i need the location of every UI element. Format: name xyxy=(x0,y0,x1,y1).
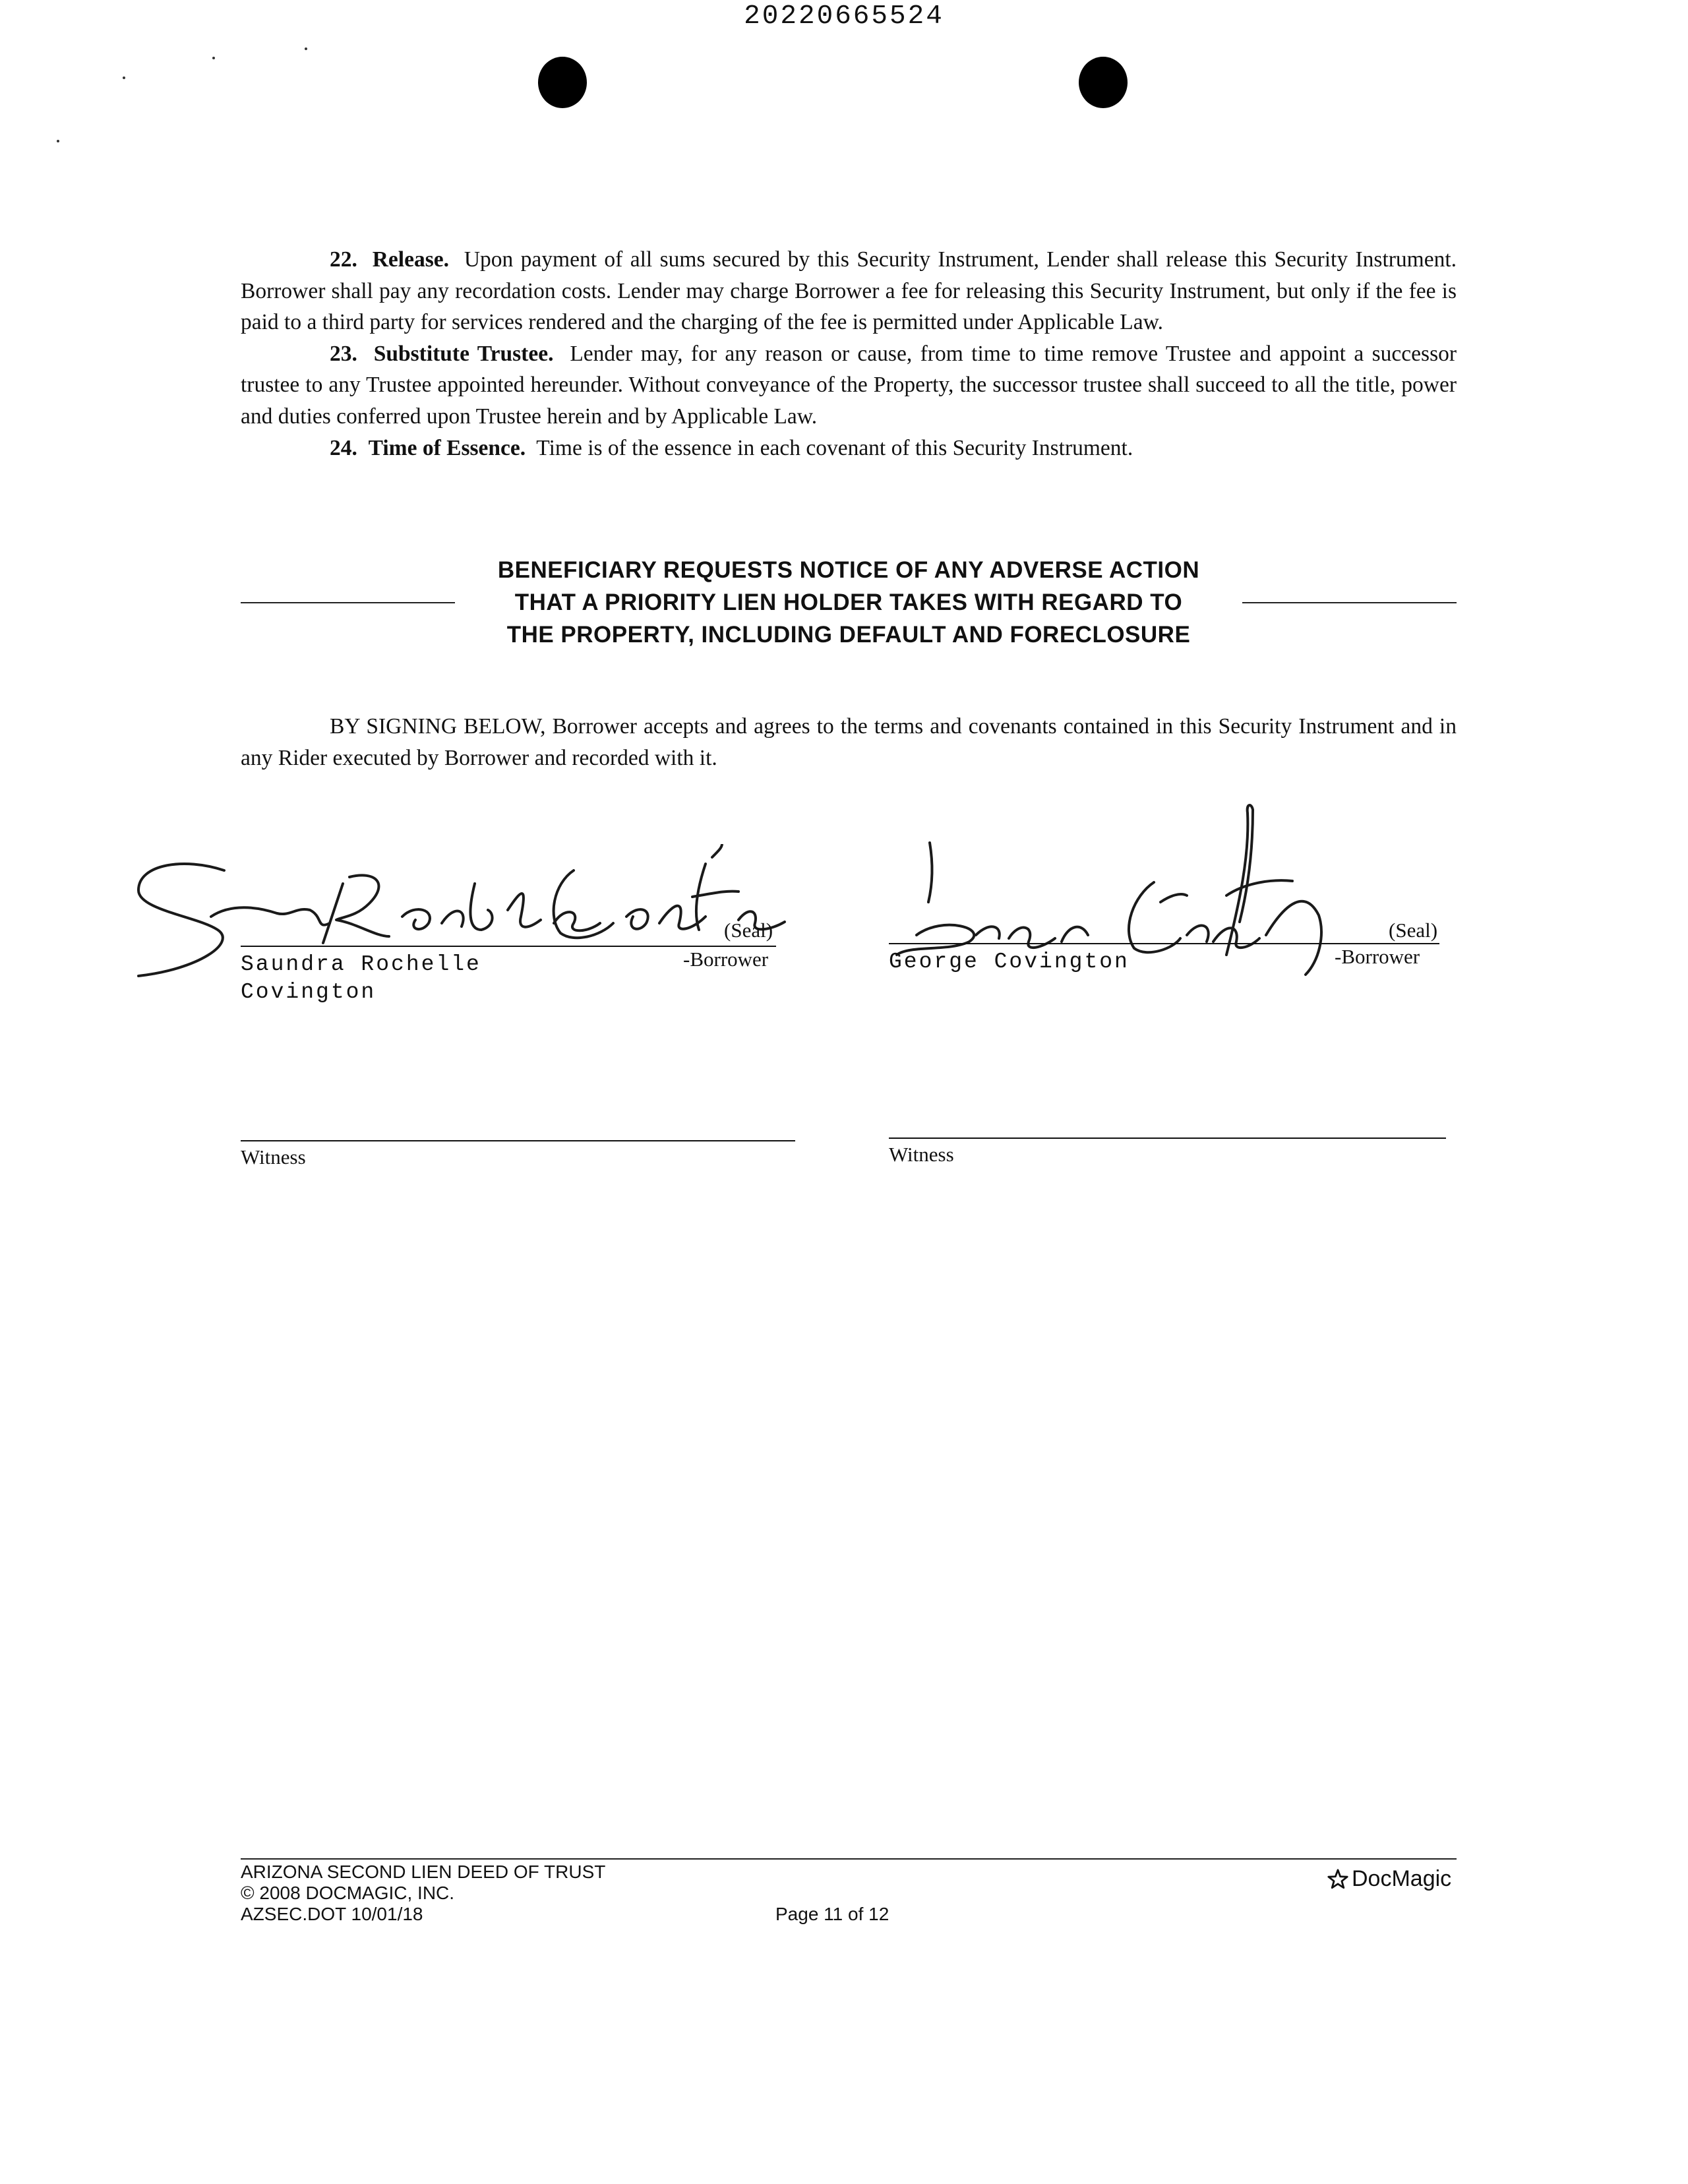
section-title: Substitute Trustee. xyxy=(373,341,554,366)
signing-statement-text: BY SIGNING BELOW, Borrower accepts and agrees to the terms and covenants contained in this Security Instrument and in any Rider executed by Borrower and recorded with it. xyxy=(241,714,1457,770)
seal-label-left: (Seal) xyxy=(724,919,773,942)
scan-speck xyxy=(57,140,59,142)
section-23 xyxy=(241,338,1457,433)
witness-line-right xyxy=(889,1138,1446,1139)
punch-hole-right xyxy=(1079,57,1128,108)
footer-form-title: ARIZONA SECOND LIEN DEED OF TRUST xyxy=(241,1862,606,1882)
star-icon xyxy=(1327,1868,1349,1891)
footer-rule xyxy=(241,1858,1457,1860)
borrower-name-left xyxy=(241,951,481,1006)
section-number: 22. xyxy=(330,247,357,272)
notice-line-3: THE PROPERTY, INCLUDING DEFAULT AND FORECLOSURE xyxy=(506,622,1191,648)
scan-speck xyxy=(212,57,215,59)
signature-line-right xyxy=(889,943,1439,944)
section-text: Upon payment of all sums secured by this Security Instrument, Lender shall release this Security Instrument. Borrower shall pay any recordation costs. Lender may charge Borrower a fee for releasing this Security Instrument, but only if the fee is paid to a third party for services rendered and the charging of the fee is permitted under Applicable Law. xyxy=(241,247,1457,335)
signature-line-left xyxy=(241,946,776,947)
section-title: Release. xyxy=(372,247,449,272)
witness-label-right: Witness xyxy=(889,1143,954,1166)
beneficiary-notice xyxy=(241,554,1457,651)
section-number: 24. xyxy=(330,435,357,460)
punch-hole-left xyxy=(538,57,587,108)
borrower-name-line-1: Saundra Rochelle xyxy=(241,952,481,977)
document-number: 20220665524 xyxy=(744,1,944,32)
covenant-sections xyxy=(241,244,1457,464)
footer-copyright: © 2008 DOCMAGIC, INC. xyxy=(241,1883,455,1903)
borrower-name-right: George Covington xyxy=(889,950,1130,974)
signing-statement xyxy=(241,711,1457,774)
section-text: Time is of the essence in each covenant of this Security Instrument. xyxy=(536,435,1133,460)
borrower-role-left: -Borrower xyxy=(683,948,769,971)
borrower-role-right: -Borrower xyxy=(1335,945,1420,968)
footer-brand-name: DocMagic xyxy=(1352,1866,1452,1891)
section-number: 23. xyxy=(330,341,357,366)
footer-form-info xyxy=(241,1862,605,1925)
notice-line-2: THAT A PRIORITY LIEN HOLDER TAKES WITH REGARD TO xyxy=(514,590,1183,615)
witness-line-left xyxy=(241,1140,795,1141)
section-24 xyxy=(241,433,1457,464)
notice-rule-right xyxy=(1242,602,1457,603)
borrower-name-line-2: Covington xyxy=(241,980,377,1004)
notice-line-1: BENEFICIARY REQUESTS NOTICE OF ANY ADVERSE ACTION xyxy=(497,557,1200,583)
section-text: Lender may, for any reason or cause, from time to time remove Trustee and appoint a successor trustee to any Trustee appointed hereunder. Without conveyance of the Property, the successor trustee shall succeed to all the title, power and duties conferred upon Trustee herein and by Applicable Law. xyxy=(241,341,1457,429)
scan-speck xyxy=(123,76,125,79)
section-title: Time of Essence. xyxy=(368,435,526,460)
section-22 xyxy=(241,244,1457,338)
notice-rule-left xyxy=(241,602,455,603)
footer-brand xyxy=(1327,1866,1451,1892)
seal-label-right: (Seal) xyxy=(1389,919,1438,942)
notice-line-2-row xyxy=(241,586,1457,619)
witness-label-left: Witness xyxy=(241,1145,306,1168)
scan-speck xyxy=(305,47,307,50)
footer-page-number: Page 11 of 12 xyxy=(775,1904,889,1924)
footer-form-code: AZSEC.DOT 10/01/18 xyxy=(241,1904,423,1924)
